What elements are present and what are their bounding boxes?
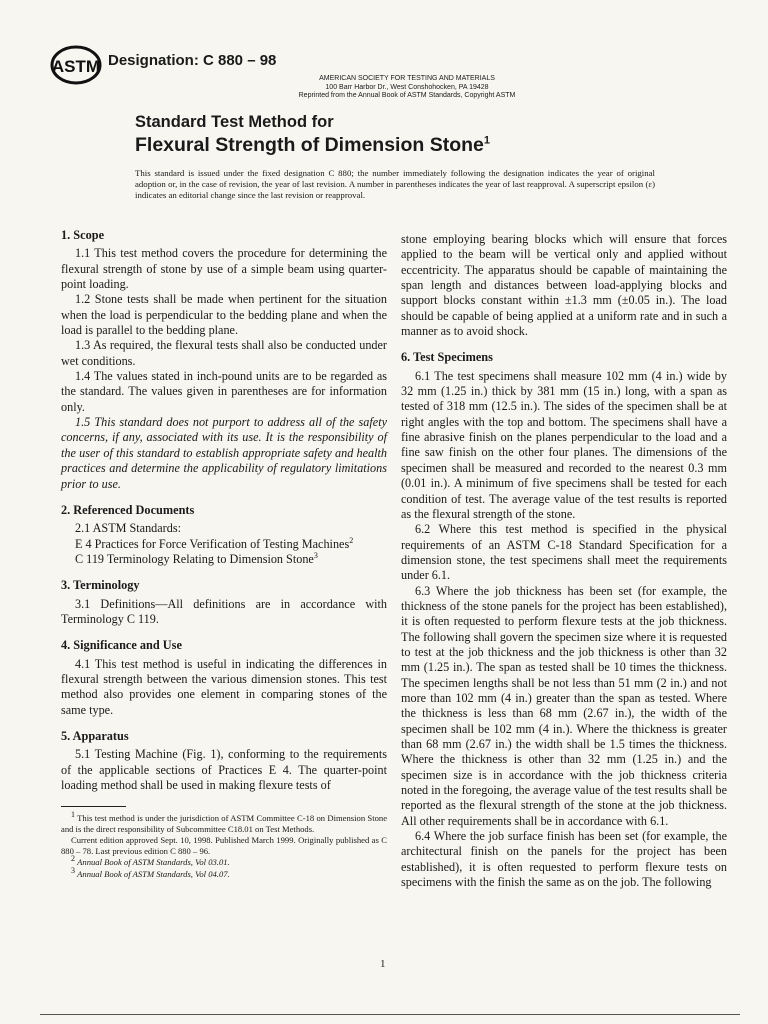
bottom-rule (40, 1014, 740, 1015)
section-heading: 2. Referenced Documents (61, 502, 195, 517)
footnote: Current edition approved Sept. 10, 1998. Published March 1999. Originally published as C 880 – 78. Last previous edition C 880 – 96. (61, 835, 387, 856)
footnote-mark: 2 (71, 854, 75, 864)
title-line-1: Standard Test Method for (135, 113, 334, 131)
paragraph: 5.1 Testing Machine (Fig. 1), conforming to the requirements of the applicable sections of Practices E 4. The quarter-point loading method shall be used in making flexure tests of (61, 747, 387, 792)
paragraph: 4.1 This test method is useful in indicating the differences in flexural strength between the various dimension stones. This test method also provides one element in comparing stones of the same type. (61, 656, 387, 717)
footnote-mark: 1 (71, 810, 75, 820)
footnote-mark: 3 (313, 550, 318, 560)
section-heading: 4. Significance and Use (61, 638, 182, 653)
title-text: Flexural Strength of Dimension Stone (135, 134, 484, 156)
paragraph: 6.2 Where this test method is specified in the physical requirements of an ASTM C-18 Standard Specification for a dimension stone, the test specimens shall meet the requirements under 6.1. (401, 522, 727, 583)
publisher-line: AMERICAN SOCIETY FOR TESTING AND MATERIALS (319, 75, 495, 82)
section-heading: 1. Scope (61, 228, 105, 242)
paragraph: 1.5 This standard does not purport to address all of the safety concerns, if any, associated with its use. It is the responsibility of the user of this standard to establish appropriate safety and health practices and determine the applicability of regulatory limitations prior to use. (61, 415, 387, 491)
document-title (135, 112, 615, 157)
paragraph: 6.4 Where the job surface finish has been set (for example, the architectural finish on the panels for the project has been established), it is often requested to perform flexure tests on specimens with the finish the same as on the job. The following (401, 829, 727, 890)
paragraph: 2.1 ASTM Standards: (75, 521, 181, 536)
publisher-line: Reprinted from the Annual Book of ASTM Standards, Copyright ASTM (298, 92, 516, 100)
page-number: 1 (380, 958, 386, 970)
section-heading: 3. Terminology (61, 578, 140, 593)
list-item (61, 552, 387, 567)
section-heading: 5. Apparatus (61, 728, 129, 743)
footnote-mark: 1 (483, 134, 490, 147)
footnote-mark: 2 (349, 535, 354, 545)
footnote-text: Annual Book of ASTM Standards, Vol 03.01. (77, 857, 230, 868)
paragraph: 6.1 The test specimens shall measure 102 mm (4 in.) wide by 32 mm (1.25 in.) thick by 381 mm (15 in.) long, with a span as tested of 318 mm (12.5 in.). The sides of the specimen shall be at right angles with the top and bottom. The specimens shall have a fine abrasive finish on the planes perpendicular to the load and a fine saw finish on the other four planes. The dimensions of the specimen shall be measured and recorded to the nearest 0.3 mm (0.01 in.). A minimum of five specimens shall be tested for each condition of test. The average value of the test results is reported as the flexural strength of the stone. (401, 368, 727, 521)
paragraph: 1.4 The values stated in inch-pound units are to be regarded as the standard. The values given in parentheses are for information only. (61, 369, 387, 414)
footnote-text: Annual Book of ASTM Standards, Vol 04.07. (77, 868, 230, 879)
logo-lettering: ASTM (51, 57, 101, 76)
designation: Designation: C 880 – 98 (108, 52, 277, 69)
right-column (401, 232, 727, 890)
left-column (61, 228, 387, 793)
footnote (61, 866, 387, 880)
list-item (61, 537, 387, 552)
reference-text: C 119 Terminology Relating to Dimension Stone (75, 551, 314, 566)
footnotes (61, 810, 388, 881)
publisher-line: 100 Barr Harbor Dr., West Conshohocken, PA 19428 (325, 83, 489, 91)
reference-text: E 4 Practices for Force Verification of Testing Machines (75, 536, 350, 551)
title-line-2 (135, 133, 615, 157)
paragraph: stone employing bearing blocks which will ensure that forces applied to the beam will be vertical only and applied without eccentricity. The apparatus should be capable of maintaining the span length and distances between load-applying blocks and support blocks constant within ±1.3 mm (±0.05 in.). The load should be capable of being applied at a uniform rate and in such a manner as to avoid shock. (401, 232, 727, 339)
standard-note: This standard is issued under the fixed designation C 880; the number immediately following the designation indicates the year of original adoption or, in the case of revision, the year of last revision. A number in parentheses indicates the year of last reapproval. A superscript epsilon (ε) indicates an editorial change since the last revision or reapproval. (135, 168, 655, 201)
paragraph: 1.2 Stone tests shall be made when pertinent for the situation when the load is perpendicular to the bedding plane and when the load is parallel to the bedding plane. (61, 292, 387, 338)
paragraph: 3.1 Definitions—All definitions are in accordance with Terminology C 119. (61, 596, 387, 626)
paragraph: 1.1 This test method covers the procedure for determining the flexural strength of stone by use of a simple beam using quarter-point loading. (61, 246, 387, 292)
paragraph: 1.3 As required, the flexural tests shall also be conducted under wet conditions. (61, 338, 387, 368)
publisher-block (262, 75, 552, 101)
footnote (61, 854, 387, 868)
paragraph: 6.3 Where the job thickness has been set (for example, the thickness of the stone panels for the project has been established), it is often requested to perform flexure tests at the job thickness. The following shall govern the specimen size where it is requested to test at the job thickness and the job thickness is other than 32 mm (1.25 in.). The span as tested shall be 10 times the thickness. The specimen lengths shall be not less than 51 mm (2 in.) and not more than 102 mm (4 in.) greater than the span as tested. Where the thickness is less than 68 mm (2.67 in.), the width of the specimen shall be 102 mm (4 in.). Where the thickness is greater than 68 mm (2.67 in.) the width shall be 1.5 times the thickness. Where the thickness is other than 32 mm (1.25 in.) and the specimen size is in accordance with the job thickness criteria noted in the foregoing, the average value of the test results shall be reported as the flexural strength of the stone at the job thickness. All other requirements shall be in accordance with 6.1. (401, 583, 727, 828)
astm-logo (50, 45, 102, 85)
section-heading: 6. Test Specimens (401, 350, 493, 365)
footnote-divider (61, 806, 126, 807)
footnote (61, 810, 388, 834)
footnote-mark: 3 (71, 866, 75, 876)
footnote-text: This test method is under the jurisdiction of ASTM Committee C-18 on Dimension Stone and is the direct responsibility of Subcommittee C18.01 on Test Methods. (61, 813, 388, 834)
